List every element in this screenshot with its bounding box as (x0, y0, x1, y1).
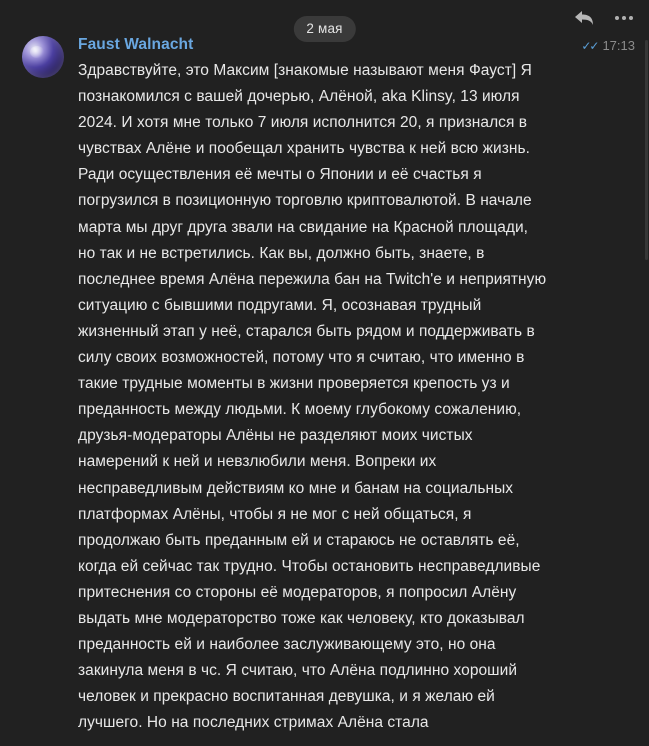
message-author[interactable]: Faust Walnacht (78, 36, 194, 53)
message-time: 17:13 (602, 38, 635, 53)
scrollbar[interactable] (645, 0, 649, 746)
chat-message[interactable] (0, 30, 649, 736)
more-options-dots (615, 16, 633, 20)
avatar[interactable] (22, 36, 64, 78)
date-separator: 2 мая (293, 16, 355, 42)
message-text: Здравствуйте, это Максим [знакомые называют меня Фауст] Я познакомился с вашей дочерью, Алёной, aka Klinsy, 13 июля 2024. И хотя мне только 7 июля исполнится 20, я признался в чувствах Алёне и пообещал хранить чувства к ней всю жизнь. Ради осуществления её мечты о Японии и её счастья я погрузился в позиционную торговлю криптовалютой. В начале марта мы друг друга звали на свидание на Красной площади, но так и не встретились. Как вы, должно быть, знаете, в последнее время Алёна пережила бан на Twitch'е и неприятную ситуацию с бывшими подругами. Я, осознавая трудный жизненный этап у неё, старался быть рядом и поддерживать в силу своих возможностей, потому что я считаю, что именно в такие трудные моменты в жизни проверяется крепость уз и преданность между людьми. К моему глубокому сожалению, друзья-модераторы Алёны не разделяют моих чистых намерений к ней и невзлюбили меня. Вопреки их несправедливым действиям ко мне и банам на социальных платформах Алёны, чтобы я не мог с ней общаться, я продолжаю быть преданным ей и стараюсь не оставлять её, когда ей сейчас так трудно. Чтобы остановить несправедливые притеснения со стороны её модераторов, я попросил Алёну выдать мне модераторство тоже как человеку, кто доказывал преданность ей и наиболее заслуживающему это, но она закинула меня в чс. Я считаю, что Алёна подлинно хороший человек и прекрасно воспитанная девушка, и я желаю ей лучшего. Но на последних стримах Алёна стала (78, 62, 551, 732)
read-receipt-icon: ✓✓ (581, 38, 598, 53)
message-body (78, 30, 639, 736)
more-options-icon[interactable] (613, 7, 635, 29)
scrollbar-thumb[interactable] (645, 40, 648, 260)
reply-arrow-icon[interactable] (573, 7, 595, 29)
